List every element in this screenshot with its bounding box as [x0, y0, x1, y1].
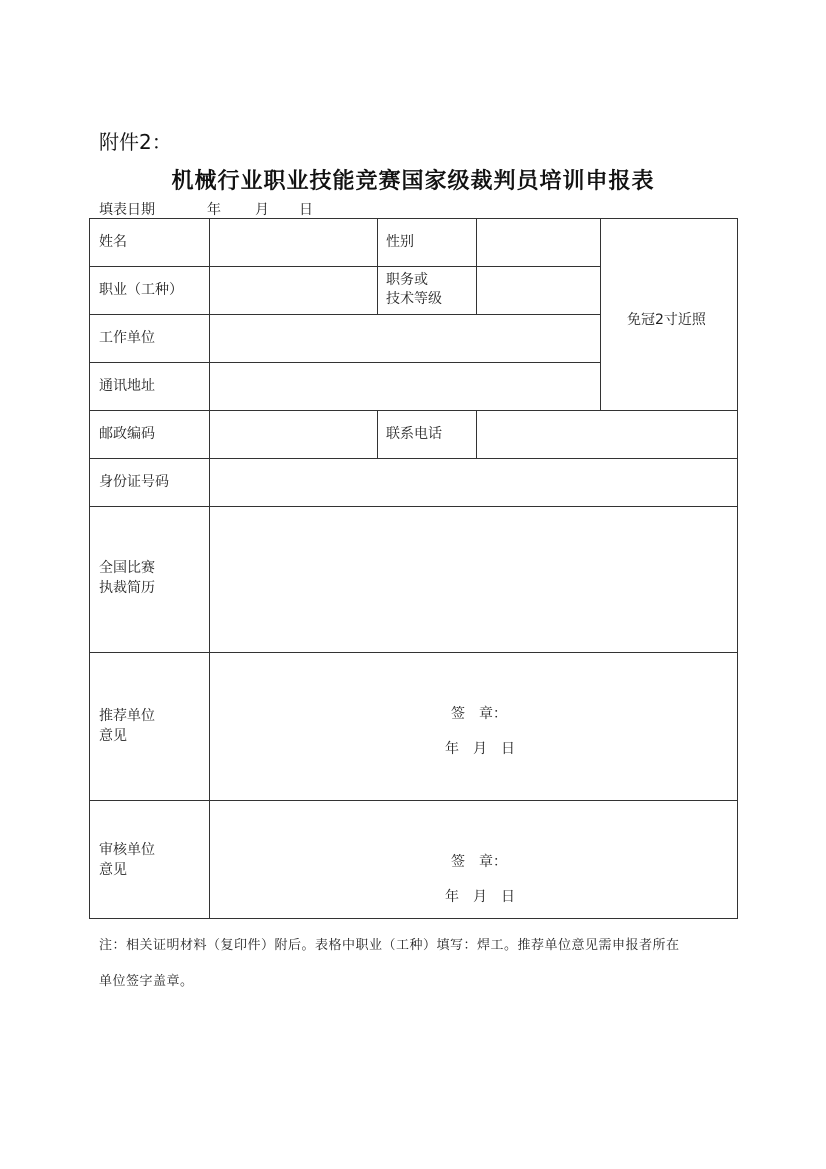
history-label-line1: 全国比赛 [99, 560, 155, 576]
review-label-line2: 意见 [99, 862, 127, 878]
id-number-label: 身份证号码 [99, 474, 169, 490]
column-divider [209, 219, 210, 918]
row-divider [90, 362, 600, 363]
history-label-line2: 执裁简历 [99, 580, 155, 596]
row-divider [90, 266, 600, 267]
row-divider [90, 800, 737, 801]
note-line-1: 注：相关证明材料（复印件）附后。表格中职业（工种）填写：焊工。推荐单位意见需申报者所在 [99, 938, 680, 953]
row-divider [90, 410, 737, 411]
recommend-date-label: 年 月 日 [445, 741, 515, 757]
review-seal-label: 签 章： [451, 854, 507, 870]
column-divider [476, 410, 477, 458]
review-date-label: 年 月 日 [445, 889, 515, 905]
gender-label: 性别 [386, 234, 414, 250]
column-divider [476, 219, 477, 314]
fill-date-month: 月 [255, 202, 269, 218]
row-divider [90, 314, 600, 315]
review-label-line1: 审核单位 [99, 842, 155, 858]
form-title: 机械行业职业技能竞赛国家级裁判员培训申报表 [171, 169, 655, 194]
recommend-seal-label: 签 章： [451, 706, 507, 722]
fill-date-row [99, 199, 313, 219]
postcode-label: 邮政编码 [99, 426, 155, 442]
position-label-line2: 技术等级 [386, 291, 442, 307]
address-label: 通讯地址 [99, 378, 155, 394]
attachment-label: 附件2： [99, 130, 172, 154]
phone-label: 联系电话 [386, 426, 442, 442]
fill-date-year: 年 [207, 202, 221, 218]
application-form-table [89, 218, 738, 919]
recommend-label-line1: 推荐单位 [99, 708, 155, 724]
name-label: 姓名 [99, 234, 127, 250]
column-divider [377, 219, 378, 314]
row-divider [90, 458, 737, 459]
fill-date-label: 填表日期 [99, 202, 155, 218]
column-divider [600, 219, 601, 410]
note-line-2: 单位签字盖章。 [99, 974, 194, 989]
recommend-label-line2: 意见 [99, 728, 127, 744]
row-divider [90, 506, 737, 507]
position-label-line1: 职务或 [386, 272, 428, 288]
fill-date-day: 日 [299, 202, 313, 218]
row-divider [90, 652, 737, 653]
photo-placeholder: 免冠2寸近照 [627, 312, 706, 328]
column-divider [377, 410, 378, 458]
work-unit-label: 工作单位 [99, 330, 155, 346]
occupation-label: 职业（工种） [99, 282, 183, 298]
